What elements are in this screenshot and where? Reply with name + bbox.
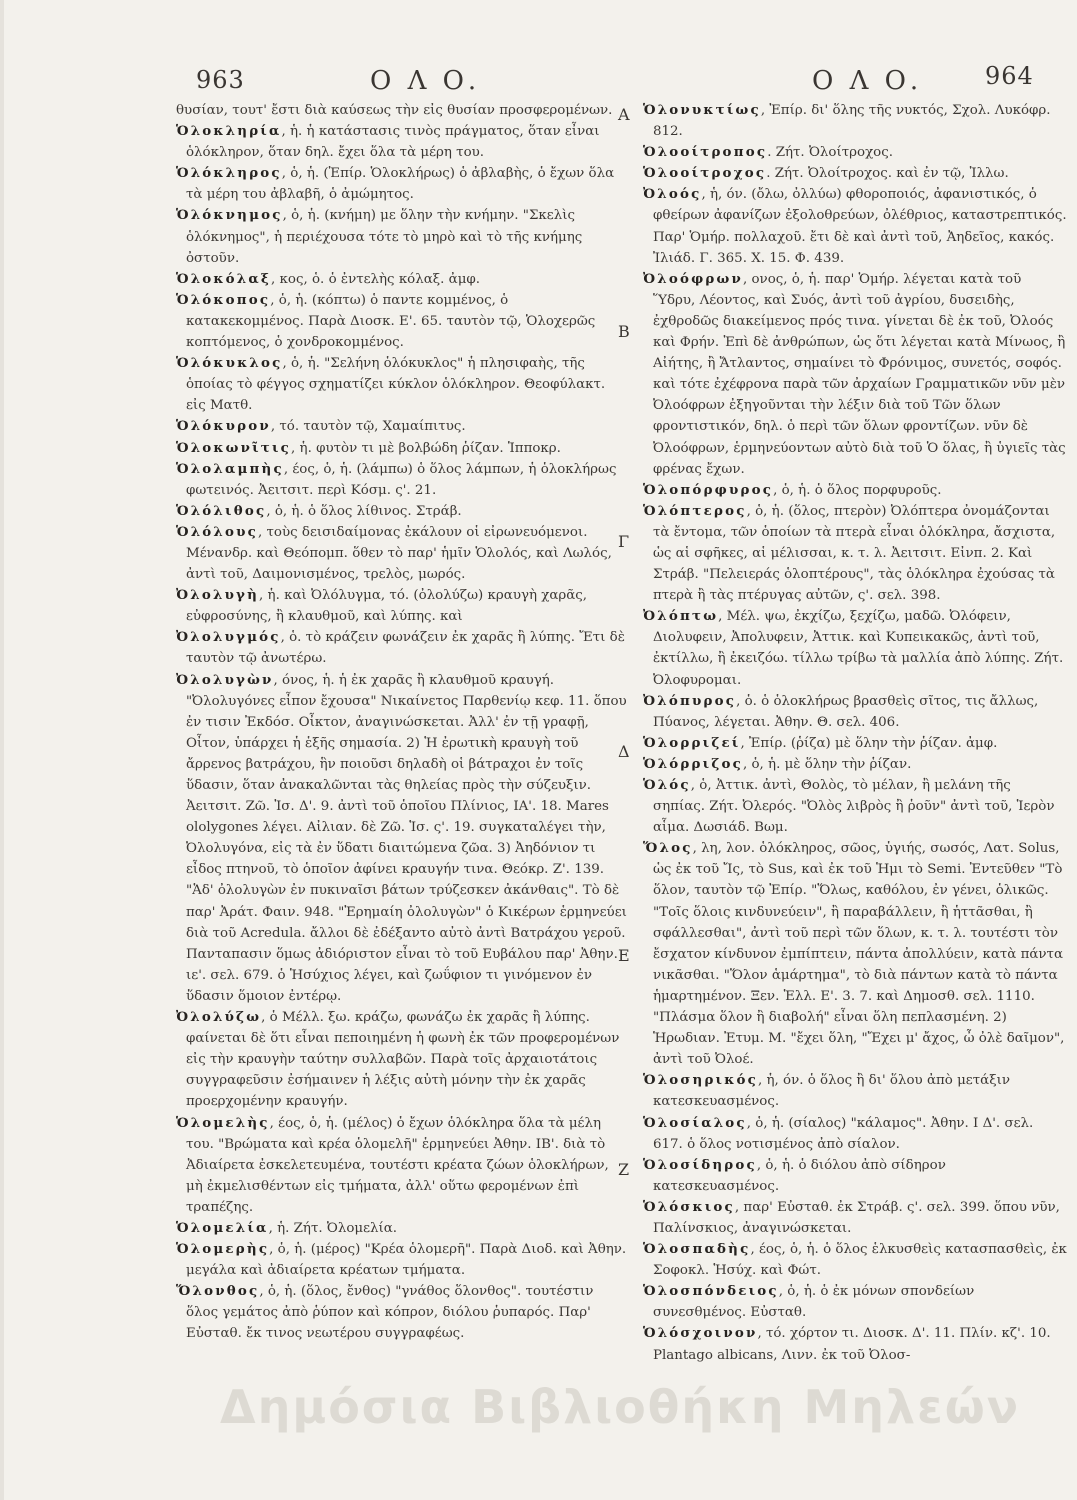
entry-lemma: Ὁλοσπαδὴς <box>643 1241 751 1258</box>
entry-lemma: Ὁλοπόρφυρος <box>643 481 774 498</box>
entry-lemma: Ὁλοκωνῖτις <box>176 439 292 456</box>
dictionary-entry <box>643 184 1067 268</box>
entry-definition: , ὁ, ἡ. ὁ διόλου ἀπὸ σίδηρον κατεσκευασμένος. <box>653 1157 946 1194</box>
dictionary-entry <box>643 269 1067 480</box>
entry-definition: , ὁ, ἡ. ὁ ὅλος πορφυροῦς. <box>773 482 942 498</box>
entry-definition: , ὁ, ἡ. (ὅλος, πτερὸν) Ὀλόπτερα ὀνομάζονται τὰ ἔντομα, τῶν ὁποίων τὰ πτερὰ εἶναι ὁλόκληρα, ἄσχιστα, ὡς αἱ σφῆκες, αἱ μέλισσαι, κ. τ. λ. Ἀειτσιτ. Εἰνπ. 2. Καὶ Στράβ. "Πελειεράς ὁλοπτέρους", τὰς ὁλόκληρα ἐχούσας τὰ πτερὰ ἢ τὰς πτέρυγας αὐτῶν, ς'. σελ. 398. <box>653 503 1056 604</box>
entry-lemma: Ὀλολυγμός <box>176 629 281 646</box>
entry-definition: , τό. ταυτὸν τῷ, Χαμαίπιτυς. <box>270 419 466 435</box>
page-number-left: 963 <box>196 66 245 94</box>
dictionary-entry <box>643 606 1067 690</box>
entry-definition: , Ἐπίρ. (ῥίζα) μὲ ὅλην τὴν ῥίζαν. ἀμφ. <box>740 735 998 751</box>
running-head-left: Ο Λ Ο. <box>370 66 481 96</box>
entry-lemma: Ὁλόκνημος <box>176 207 283 224</box>
entry-lemma: Ὁλόσχοινον <box>643 1325 758 1342</box>
dictionary-entry <box>176 670 628 1008</box>
entry-definition: , ὁ. ὁ ὁλοκλήρως βρασθεὶς σῖτος, τις ἄλλως, Πύανος, λέγεται. Ἀθην. Θ. σελ. 406. <box>653 693 1039 730</box>
entry-lemma: Ὀλολυγὴ <box>176 587 260 604</box>
margin-letter: Α <box>618 105 630 124</box>
entry-lemma: Ὁλόκυκλος <box>176 355 283 372</box>
page-number-right: 964 <box>985 62 1034 90</box>
margin-letter: Ε <box>618 946 630 965</box>
entry-definition: , ἡ. καὶ Ὀλόλυγμα, τό. (ὀλολύζω) κραυγὴ χαρᾶς, εὐφροσύνης, ἢ κλαυθμοῦ, καὶ λύπης. καὶ <box>186 588 588 625</box>
entry-definition: , παρ' Εὐσταθ. ἐκ Στράβ. ς'. σελ. 399. ὅπου νῦν, Παλίνσκιος, ἀναγινώσκεται. <box>653 1199 1060 1236</box>
entry-definition: , ὁ, ἡ. (μέρος) "Κρέα ὁλομερῆ". Παρὰ Διοδ. καὶ Ἀθην. μεγάλα καὶ ἀδιαίρετα κρέατων τμήματα. <box>186 1242 627 1279</box>
dictionary-entry <box>176 100 628 121</box>
margin-letter: Δ <box>618 742 630 761</box>
dictionary-entry <box>176 522 628 585</box>
entry-lemma: Ὁλομελία <box>176 1219 269 1236</box>
entry-lemma: Ὁλοσπόνδειος <box>643 1283 779 1300</box>
dictionary-entry <box>643 501 1067 606</box>
entry-lemma: Ὅλονθος <box>176 1283 260 1300</box>
dictionary-entry <box>643 1155 1067 1197</box>
entry-lemma: Ὁλοκληρία <box>176 123 282 140</box>
entry-lemma: Ὁλοσίαλος <box>643 1114 747 1131</box>
dictionary-entry <box>176 416 628 437</box>
dictionary-entry <box>643 838 1067 1070</box>
dictionary-entry <box>643 754 1067 775</box>
entry-definition: , Μέλ. ψω, ἐκχίζω, ξεχίζω, μαδῶ. Ὀλόφειν, Διολυφειν, Ἀπολυφειν, Ἀττικ. καὶ Κυπεικακῶς, ἀντὶ τοῦ, ἐκτίλλω, ἢ ἐκειζόω. τίλλω τρίβω τὰ μαλλία ἀπὸ λύπης. Ζήτ. Ὀλοφυρομαι. <box>653 609 1064 688</box>
dictionary-entry <box>176 121 628 163</box>
dictionary-entry <box>176 269 628 290</box>
entry-definition: , Ἐπίρ. δι' ὅλης τῆς νυκτός, Σχολ. Λυκόφρ. 812. <box>653 103 1051 140</box>
entry-definition: , κος, ὁ. ὁ ἐντελὴς κόλαξ. ἀμφ. <box>271 271 481 287</box>
dictionary-entry <box>176 163 628 205</box>
entry-definition: , έος, ὁ, ἡ. (λάμπω) ὁ ὅλος λάμπων, ἡ ὁλοκλήρως φωτεινός. Ἀειτσιτ. περὶ Κόσμ. ς'. 21. <box>186 461 617 498</box>
dictionary-entry <box>643 691 1067 733</box>
entry-definition: , ὁ, ἡ. (κνήμη) με ὅλην τὴν κνήμην. "Σκελὶς ὁλόκνημος", ἡ περιέχουσα τότε τὸ μηρὸ καὶ τὸ τῆς κνήμης ὀστοῦν. <box>186 208 583 266</box>
entry-definition: , ὁ. τὸ κράζειν φωνάζειν ἐκ χαρᾶς ἢ λύπης. Ἔτι δὲ ταυτὸν τῷ ἀνωτέρω. <box>186 630 625 667</box>
entry-lemma: Ὁλοοίτροπος <box>643 144 768 161</box>
entry-definition: , λη, λον. ὁλόκληρος, σῶος, ὑγιής, σωσός, Λατ. Solus, ὡς ἐκ τοῦ Ἴς, τὸ Sus, καὶ ἐκ τοῦ Ἡμι τὸ Semi. Ἐντεῦθεν "Τὸ ὅλον, ταυτὸν τῷ Ἐπίρ. "Ὅλως, καθόλου, ἐν γένει, ὁλικῶς. "Τοῖς ὅλοις κινδυνεύειν", ἢ παραβάλλειν, ἢ ἡττᾶσθαι, ἢ σφάλλεσθαι", ἀντὶ τοῦ περὶ τῶν ὅλων, κ. τ. λ. τουτέστι τὸν ἔσχατον κίνδυνον ἐμπίπτειν, πάντα ἀπολλύειν, κατὰ πάντα νικᾶσθαι. "Ὅλον ἁμάρτημα", τὸ διὰ πάντων κατὰ τὸ πάντα ἡμαρτημένον. Ξεν. Ἑλλ. Ε'. 3. 7. καὶ Δημοσθ. σελ. 1110. "Πλάσμα ὅλον ἢ διαβολή" εἶναι ὅλη πεπλασμένη. 2) Ἡρωδιαν. Ἐτυμ. Μ. "ἔχει ὅλη, "Ἔχει μ' ἄχος, ὦ ὀλὲ δαῖμον", ἀντὶ τοῦ Ὀλοέ. <box>653 841 1065 1068</box>
entry-definition: , όνος, ἡ. ἡ ἐκ χαρᾶς ἢ κλαυθμοῦ κραυγή. "Ὀλολυγόνες εἶπον ἔχουσα" Νικαίνετος Παρθενίῳ κεφ. 11. ὅπου ἐν τισιν Ἐκδόσ. Οἶκτον, ἀναγινώσκεται. Ἀλλ' ἐν τῇ γραφῇ, Οἶτον, ὑπάρχει ἡ ἑξῆς σημασία. 2) Ἡ ἐρωτικὴ κραυγὴ τοῦ ἄρρενος βατράχου, ἣν ποιοῦσι δηλαδὴ οἱ βάτραχοι ἐν τοῖς ὕδασιν, ὅταν ἀνακαλῶνται τὰς θηλείας πρὸς τὴν σύζευξιν. Ἀειτσιτ. Ζῶ. Ἰσ. Δ'. 9. ἀντὶ τοῦ ὁποῖου Πλίνιος, ΙΑ'. 18. Mares ololygones λέγει. Αἰλιαν. δὲ Ζῶ. Ἱσ. ς'. 19. συγκαταλέγει τὴν, Ὀλολυγόνα, εἰς τὰ ἐν ὕδατι διαιτώμενα ζῶα. 3) Ἀηδόνιον τι εἶδος πτηνοῦ, τὸ ὁποῖον ἀφίνει κραυγήν τινα. Θεόκρ. Ζ'. 139. "Ἁδ' ὀλολυγὼν ἐν πυκιναῖσι βάτων τρύζεσκεν ἀκάνθαις". Τὸ δὲ παρ' Ἀράτ. Φαιν. 948. "Ἐρημαίη ὀλολυγὼν" ὁ Κικέρων ἑρμηνεύει διὰ τοῦ Acredula. ἄλλοι δὲ ἐδέξαντο αὐτὸ ἀντὶ Βατράχου γεροῦ. Πανταπασιν ὅμως ἀδιόριστον εἶναι τὸ τοῦ Ευβάλου παρ' Ἀθην. ιε'. σελ. 679. ὁ Ἡσύχιος λέγει, καὶ ζωΰφιον τι γινόμενον ἐν ὕδασιν ὅμοιον ἐντέρῳ. <box>186 672 627 1004</box>
entry-lemma: Ὁλομερὴς <box>176 1241 270 1258</box>
entry-lemma: Ὀλόπτω <box>643 608 719 625</box>
dictionary-entry <box>643 1323 1067 1365</box>
page-edge <box>0 0 4 1500</box>
dictionary-entry <box>176 459 628 501</box>
library-watermark: Δημόσια Βιβλιοθήκη Μηλεών <box>220 1380 1021 1434</box>
dictionary-entry <box>176 501 628 522</box>
entry-definition: . Ζήτ. Ὀλοίτροχος. <box>767 145 893 161</box>
entry-lemma: Ὁλόσκιος <box>643 1198 735 1215</box>
entry-lemma: Ὁλολαμπὴς <box>176 460 284 477</box>
entry-lemma: Ὀλόπυρος <box>643 692 737 709</box>
dictionary-entry <box>176 1239 628 1281</box>
entry-definition: θυσίαν, τουτ' ἔστι διὰ καύσεως τὴν εἰς θυσίαν προσφερομένων. <box>176 103 613 118</box>
entry-definition: , ἡ. Ζήτ. Ὀλομελία. <box>268 1220 398 1236</box>
dictionary-entry <box>643 1239 1067 1281</box>
dictionary-entry <box>643 480 1067 501</box>
entry-lemma: Ὁλόκυρον <box>176 418 271 435</box>
entry-lemma: Ὀλολύζω <box>176 1009 262 1026</box>
entry-lemma: Ὁλόκοπος <box>176 291 271 308</box>
entry-definition: , ἡ, όν. (ὄλω, ὀλλύω) φθοροποιός, ἀφανιστικός, ὁ φθείρων ἀφανίζων ἐξολοθρεύων, ὀλέθριος, καταστρεπτικός. Παρ' Ὁμήρ. πολλαχοῦ. ἔτι δὲ καὶ ἀντὶ τοῦ, Ἀηδεῖος, κακός. Ἰλιάδ. Γ. 365. Χ. 15. Φ. 439. <box>653 187 1067 266</box>
entry-definition: , ὁ, Ἀττικ. ἀντὶ, Θολὸς, τὸ μέλαν, ἢ μελάνη τῆς σηπίας. Ζήτ. Ὀλερός. "Ὀλὸς λιβρὸς ἢ ῥοῦν" ἀντὶ τοῦ, Ἱερὸν αἷμα. Δωσιάδ. Βωμ. <box>653 778 1055 836</box>
entry-lemma: Ὁλοκόλαξ <box>176 270 272 287</box>
right-column <box>643 100 1067 1366</box>
dictionary-entry <box>176 1281 628 1344</box>
entry-definition: , ὁ Μέλλ. ξω. κράζω, φωνάζω ἐκ χαρᾶς ἢ λύπης. φαίνεται δὲ ὅτι εἶναι πεποιημένη ἡ φωνὴ ἐκ τῶν προφερομένων εἰς τὴν κραυγὴν ταύτην συλλαβῶν. Παρὰ τοῖς ἀρχαιοτάτοις συγγραφεῦσιν ἐσήμαινεν ἡ λέξις αὐτὴ μόνην τὴν ἐκ χαρᾶς προερχομένην κραυγήν. <box>186 1010 620 1110</box>
entry-lemma: Ὁλόλους <box>176 523 259 540</box>
dictionary-entry <box>643 1281 1067 1323</box>
entry-definition: , έος, ὁ, ἡ. ὁ ὅλος ἑλκυσθεὶς κατασπασθεὶς, ἐκ Σοφοκλ. Ἡσύχ. καὶ Φώτ. <box>653 1242 1067 1279</box>
dictionary-entry <box>643 163 1067 184</box>
dictionary-entry <box>176 1007 628 1112</box>
dictionary-entry <box>643 142 1067 163</box>
entry-definition: , ὁ, ἡ. ὁ ἐκ μόνων σπονδείων συνεσθμένος. Εὐσταθ. <box>653 1284 975 1321</box>
dictionary-entry <box>643 1197 1067 1239</box>
dictionary-entry <box>643 1113 1067 1155</box>
entry-definition: , ἡ. ἡ κατάστασις τινὸς πράγματος, ὅταν εἶναι ὁλόκληρον, ὅταν δηλ. ἔχει ὅλα τὰ μέρη του. <box>186 124 600 161</box>
entry-definition: , ὁ, ἡ. (σίαλος) "κάλαμος". Ἀθην. Ι Δ'. σελ. 617. ὁ ὅλος νοτισμένος ἀπὸ σίαλον. <box>653 1115 1034 1152</box>
entry-definition: , ἡ, όν. ὁ ὅλος ἢ δι' ὅλου ἀπὸ μετάξιν κατεσκευασμένος. <box>653 1073 1010 1110</box>
entry-lemma: Ὁλοοίτροχος <box>643 165 767 182</box>
entry-lemma: Ὁλοσηρικός <box>643 1072 758 1089</box>
running-head-right: Ο Λ Ο. <box>812 66 923 96</box>
dictionary-entry <box>176 1218 628 1239</box>
entry-lemma: Ὀλολυγὼν <box>176 671 274 688</box>
entry-definition: , τοὺς δεισιδαίμονας ἐκάλουν οἱ εἰρωνευόμενοι. Μένανδρ. καὶ Θεόπομπ. ὅθεν τὸ παρ' ἡμῖν Ὁλολός, καὶ Λωλός, ἀντὶ τοῦ, Δαιμονισμένος, τρελὸς, μωρός. <box>186 524 612 583</box>
entry-lemma: Ὁλόκληρος <box>176 165 282 182</box>
dictionary-entry <box>176 627 628 669</box>
entry-definition: , ὁ, ἡ. μὲ ὅλην τὴν ῥίζαν. <box>742 756 912 772</box>
entry-lemma: Ὀλοός <box>643 186 702 203</box>
entry-lemma: Ὅλος <box>643 840 693 857</box>
dictionary-entry <box>176 585 628 627</box>
entry-lemma: Ὁλόλιθος <box>176 502 267 519</box>
entry-lemma: Ὁλομελὴς <box>176 1114 270 1131</box>
dictionary-entry <box>643 775 1067 838</box>
left-column <box>176 100 628 1345</box>
entry-definition: , έος, ὁ, ἡ. (μέλος) ὁ ἔχων ὁλόκληρα ὅλα τὰ μέλη του. "Βρώματα καὶ κρέα ὁλομελῆ" ἑρμηνεύει Ἀθην. ΙΒ'. διὰ τὸ Ἀδιαίρετα ἐσκελετευμένα, τουτέστι κρέατα ζώων ὁλοκλήρων, μὴ ἐκμελισθέντων εἰς τμήματα, ἀλλ' οὕτω φερομένων ἐπὶ τραπέζης. <box>186 1115 609 1215</box>
entry-definition: , ονος, ὁ, ἡ. παρ' Ὁμήρ. λέγεται κατὰ τοῦ Ὕδρυ, Λέοντος, καὶ Συός, ἀντὶ τοῦ ἀγρίου, δυσειδὴς, ἐχθροδῶς διακείμενος πρός τινα. γίνεται δὲ ἐκ τοῦ, Ὀλοός καὶ Φρήν. Ἐπὶ δὲ ἀνθρώπων, ὡς ὅτι λέγεται κατὰ Μίνωος, ἢ Αἰήτης, ἢ Ἄτλαντος, σημαίνει τὸ Φρόνιμος, συνετός, σοφός. καὶ τότε ἐχέφρονα παρὰ τῶν ἀρχαίων Γραμματικῶν νῦν μὲν Ὀλοόφρων ἐξηγοῦνται τὴν λέξιν διὰ τοῦ Τῶν ὅλων φροντιστικόν, δηλ. ὁ περὶ τῶν ὅλων φροντίζων. νῦν δὲ Ὀλοόφρων, ἑρμηνεύοντων αὐτὸ διὰ τοῦ Ὁ ὅλας, ἢ ὑγιεῖς τὰς φρένας ἔχων. <box>653 271 1066 477</box>
entry-definition: . Ζήτ. Ὀλοίτροχος. καὶ ἐν τῷ, Ἰλλω. <box>766 166 1009 182</box>
entry-definition: , τό. χόρτον τι. Διοσκ. Δ'. 11. Πλίν. κζ'. 10. Plantago albicans, Λινν. ἐκ τοῦ Ὀλοσ- <box>653 1326 1051 1363</box>
margin-letter: Ζ <box>618 1160 630 1179</box>
entry-lemma: Ὁλορριζεί <box>643 734 741 751</box>
margin-letter: Γ <box>618 532 630 551</box>
page-header <box>0 58 1077 98</box>
dictionary-entry <box>643 733 1067 754</box>
entry-lemma: Ὁλός <box>643 777 691 793</box>
dictionary-entry <box>176 290 628 353</box>
dictionary-entry <box>176 438 628 459</box>
entry-definition: , ὁ, ἡ. ὁ ὅλος λίθινος. Στράβ. <box>266 503 462 519</box>
margin-letter: Β <box>618 322 630 341</box>
dictionary-entry <box>176 353 628 416</box>
dictionary-entry <box>643 100 1067 142</box>
entry-definition: , ἡ. φυτὸν τι μὲ βολβώδη ῥίζαν. Ἱπποκρ. <box>291 440 561 456</box>
entry-lemma: Ὁλοσίδηρος <box>643 1156 757 1173</box>
entry-lemma: Ὁλονυκτίως <box>643 102 761 118</box>
entry-definition: , ὁ, ἡ. (ὅλος, ἔνθος) "γνάθος ὅλονθος". τουτέστιν ὅλος γεμάτος ἀπὸ ῥύπον καὶ κόπρον, διόλου ῥυπαρός. Παρ' Εὐσταθ. ἔκ τινος νεωτέρου συγγραφέως. <box>186 1284 594 1342</box>
dictionary-entry <box>643 1070 1067 1112</box>
entry-lemma: Ὁλόρριζος <box>643 755 743 772</box>
entry-definition: , ὁ, ἡ. (Ἐπίρ. Ὁλοκλήρως) ὁ ἀβλαβὴς, ὁ ἔχων ὅλα τὰ μέρη του ἀβλαβῆ, ὁ ἀμώμητος. <box>186 166 615 203</box>
entry-definition: , ὁ, ἡ. "Σελήνη ὁλόκυκλος" ἡ πλησιφαὴς, τῆς ὁποίας τὸ φέγγος σχηματίζει κύκλον ὁλόκληρον. Θεοφύλακτ. εἰς Ματθ. <box>186 356 606 414</box>
dictionary-entry <box>176 205 628 268</box>
entry-lemma: Ὀλοόφρων <box>643 270 743 287</box>
entry-definition: , ὁ, ἡ. (κόπτω) ὁ παντε κομμένος, ὁ κατακεκομμένος. Παρὰ Διοσκ. Ε'. 65. ταυτὸν τῷ, Ὁλοχερῶς κοπτόμενος, ὁ χονδροκομμένος. <box>186 292 596 351</box>
dictionary-entry <box>176 1113 628 1218</box>
entry-lemma: Ὁλόπτερος <box>643 502 747 519</box>
